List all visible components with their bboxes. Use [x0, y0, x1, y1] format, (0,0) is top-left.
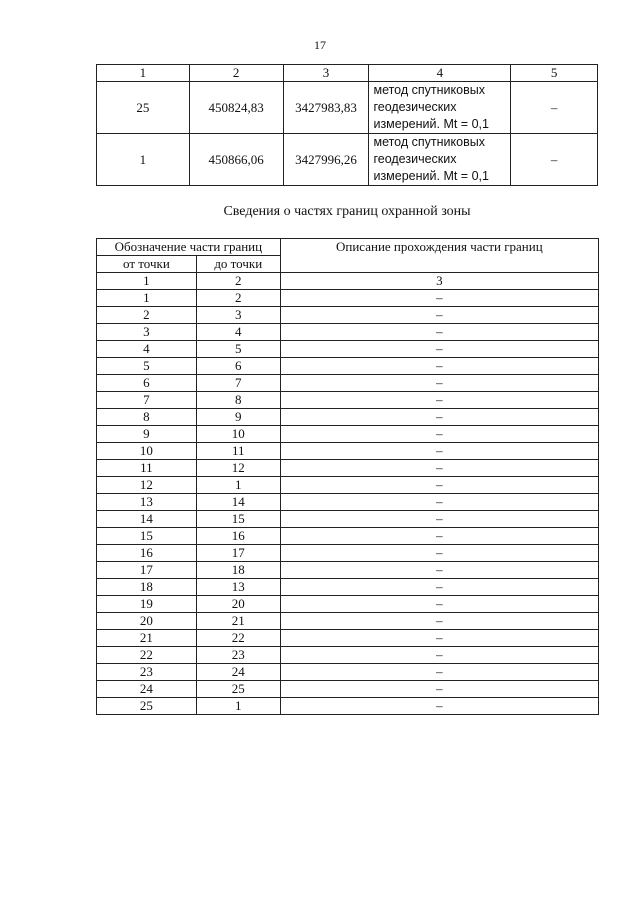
coord-y: 3427983,83	[283, 82, 369, 134]
to-point: 23	[196, 647, 280, 664]
method-line: измерений. Mt = 0,1	[373, 169, 489, 183]
description: –	[280, 613, 598, 630]
description: –	[280, 630, 598, 647]
description: –	[280, 477, 598, 494]
table-row	[97, 460, 599, 477]
to-point: 4	[196, 324, 280, 341]
from-point: 20	[97, 613, 197, 630]
description: –	[280, 545, 598, 562]
from-point: 24	[97, 681, 197, 698]
extra-cell: –	[511, 134, 598, 186]
description: –	[280, 647, 598, 664]
to-point: 13	[196, 579, 280, 596]
coord-x: 450866,06	[189, 134, 283, 186]
table-row	[97, 443, 599, 460]
method-line: геодезических	[373, 100, 457, 114]
description: –	[280, 358, 598, 375]
page-number: 17	[314, 38, 326, 52]
coord-y: 3427996,26	[283, 134, 369, 186]
description: –	[280, 579, 598, 596]
to-point: 24	[196, 664, 280, 681]
from-point: 17	[97, 562, 197, 579]
from-point: 12	[97, 477, 197, 494]
from-point: 18	[97, 579, 197, 596]
table-row	[97, 579, 599, 596]
to-point: 11	[196, 443, 280, 460]
from-point: 16	[97, 545, 197, 562]
method-line: геодезических	[373, 152, 457, 166]
col-number: 1	[97, 273, 197, 290]
col-header: 5	[511, 65, 598, 82]
description: –	[280, 290, 598, 307]
description: –	[280, 375, 598, 392]
extra-cell: –	[511, 82, 598, 134]
from-point: 3	[97, 324, 197, 341]
table-row	[97, 681, 599, 698]
to-point: 12	[196, 460, 280, 477]
table-row	[97, 358, 599, 375]
from-point: 22	[97, 647, 197, 664]
table-row	[97, 426, 599, 443]
to-point: 6	[196, 358, 280, 375]
table-row	[97, 613, 599, 630]
description: –	[280, 324, 598, 341]
to-point: 1	[196, 477, 280, 494]
to-point: 8	[196, 392, 280, 409]
description: –	[280, 392, 598, 409]
col-number: 3	[280, 273, 598, 290]
table-row	[97, 596, 599, 613]
header-to: до точки	[196, 256, 280, 273]
from-point: 1	[97, 290, 197, 307]
table-row	[97, 290, 599, 307]
description: –	[280, 409, 598, 426]
to-point: 1	[196, 698, 280, 715]
table-row	[97, 82, 598, 134]
table-row	[97, 664, 599, 681]
to-point: 2	[196, 290, 280, 307]
description: –	[280, 426, 598, 443]
description: –	[280, 460, 598, 477]
table-row	[97, 392, 599, 409]
col-header: 3	[283, 65, 369, 82]
table-row	[97, 511, 599, 528]
coordinates-header-row	[97, 65, 598, 82]
description: –	[280, 528, 598, 545]
point-number: 1	[97, 134, 190, 186]
table-row	[97, 307, 599, 324]
col-number: 2	[196, 273, 280, 290]
from-point: 25	[97, 698, 197, 715]
description: –	[280, 596, 598, 613]
table-row	[97, 477, 599, 494]
parts-header-row	[97, 239, 599, 256]
from-point: 11	[97, 460, 197, 477]
method-cell	[369, 134, 511, 186]
to-point: 18	[196, 562, 280, 579]
from-point: 6	[97, 375, 197, 392]
description: –	[280, 664, 598, 681]
description: –	[280, 511, 598, 528]
method-line: измерений. Mt = 0,1	[373, 117, 489, 131]
description: –	[280, 307, 598, 324]
table-row	[97, 545, 599, 562]
col-header: 4	[369, 65, 511, 82]
from-point: 4	[97, 341, 197, 358]
from-point: 9	[97, 426, 197, 443]
col-header: 1	[97, 65, 190, 82]
description: –	[280, 341, 598, 358]
to-point: 9	[196, 409, 280, 426]
description: –	[280, 681, 598, 698]
from-point: 8	[97, 409, 197, 426]
to-point: 3	[196, 307, 280, 324]
to-point: 22	[196, 630, 280, 647]
table-row	[97, 562, 599, 579]
coordinates-table	[96, 64, 598, 186]
description: –	[280, 698, 598, 715]
to-point: 20	[196, 596, 280, 613]
table-row	[97, 134, 598, 186]
table-row	[97, 647, 599, 664]
description: –	[280, 494, 598, 511]
table-row	[97, 375, 599, 392]
parts-number-row	[97, 273, 599, 290]
header-from: от точки	[97, 256, 197, 273]
method-line: метод спутниковых	[373, 83, 485, 97]
to-point: 7	[196, 375, 280, 392]
from-point: 7	[97, 392, 197, 409]
to-point: 14	[196, 494, 280, 511]
point-number: 25	[97, 82, 190, 134]
from-point: 5	[97, 358, 197, 375]
from-point: 23	[97, 664, 197, 681]
description: –	[280, 562, 598, 579]
to-point: 5	[196, 341, 280, 358]
to-point: 17	[196, 545, 280, 562]
boundary-parts-table	[96, 238, 599, 715]
from-point: 13	[97, 494, 197, 511]
coord-x: 450824,83	[189, 82, 283, 134]
to-point: 25	[196, 681, 280, 698]
method-line: метод спутниковых	[373, 135, 485, 149]
table-row	[97, 494, 599, 511]
to-point: 15	[196, 511, 280, 528]
to-point: 21	[196, 613, 280, 630]
header-group: Обозначение части границ	[97, 239, 281, 256]
description: –	[280, 443, 598, 460]
from-point: 2	[97, 307, 197, 324]
from-point: 14	[97, 511, 197, 528]
table-row	[97, 409, 599, 426]
table-row	[97, 698, 599, 715]
from-point: 15	[97, 528, 197, 545]
table-row	[97, 341, 599, 358]
method-cell	[369, 82, 511, 134]
table-row	[97, 528, 599, 545]
to-point: 10	[196, 426, 280, 443]
from-point: 10	[97, 443, 197, 460]
from-point: 21	[97, 630, 197, 647]
table-row	[97, 630, 599, 647]
header-description: Описание прохождения части границ	[280, 239, 598, 273]
section-title: Сведения о частях границ охранной зоны	[223, 204, 471, 219]
table-row	[97, 324, 599, 341]
col-header: 2	[189, 65, 283, 82]
to-point: 16	[196, 528, 280, 545]
from-point: 19	[97, 596, 197, 613]
